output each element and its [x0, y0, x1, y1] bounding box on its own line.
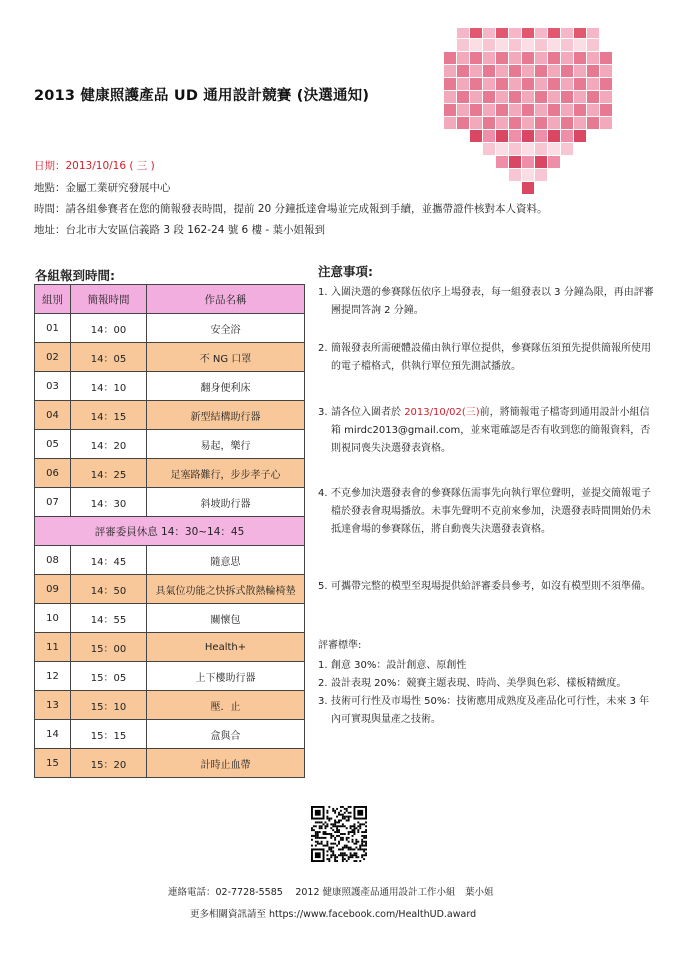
mosaic-tile: [600, 91, 612, 103]
mosaic-tile: [548, 65, 560, 77]
table-row: [35, 488, 305, 517]
mosaic-tile: [587, 91, 599, 103]
page-title: 2013 健康照護產品 UD 通用設計競賽 (決選通知): [34, 88, 370, 104]
header-time: 簡報時間: [71, 285, 147, 314]
cell-time: 15：10: [71, 691, 147, 720]
mosaic-tile: [444, 65, 456, 77]
cell-group: 02: [35, 343, 71, 372]
notes-heading: 注意事項:: [318, 264, 373, 279]
mosaic-tile: [496, 91, 508, 103]
cell-time: 14：15: [71, 401, 147, 430]
cell-name: 壓．止: [147, 691, 305, 720]
cell-name: 計時止血帶: [147, 749, 305, 778]
footer-contact: 連絡電話：02-7728-5585 2012 健康照護產品通用設計工作小組 葉小姐: [168, 887, 494, 898]
cell-group: 09: [35, 575, 71, 604]
table-row: [35, 604, 305, 633]
cell-name: 不 NG 口罩: [147, 343, 305, 372]
mosaic-tile: [548, 130, 560, 142]
criteria-section: [318, 637, 658, 729]
mosaic-tile: [457, 117, 469, 129]
mosaic-tile: [522, 169, 534, 181]
cell-time: 14：00: [71, 314, 147, 343]
mosaic-tile: [457, 104, 469, 116]
mosaic-tile: [483, 65, 495, 77]
cell-name: 新型結構助行器: [147, 401, 305, 430]
mosaic-tile: [587, 104, 599, 116]
table-row: [35, 343, 305, 372]
cell-time: 14：25: [71, 459, 147, 488]
mosaic-tile: [470, 65, 482, 77]
table-row: [35, 314, 305, 343]
mosaic-tile: [574, 65, 586, 77]
mosaic-tile: [509, 91, 521, 103]
cell-time: 15：00: [71, 633, 147, 662]
mosaic-tile: [444, 104, 456, 116]
mosaic-tile: [522, 91, 534, 103]
criteria-item: 3. 技術可行性及市場性 50%：技術應用成熟度及產品化可行性，未來 3 年內可實現與量產之技術。: [318, 696, 650, 725]
cell-group: 15: [35, 749, 71, 778]
mosaic-tile: [574, 78, 586, 90]
date-label: 日期：: [34, 160, 66, 172]
cell-name: 具氣位功能之快拆式散熱輪椅墊: [147, 575, 305, 604]
table-row: [35, 401, 305, 430]
cell-group: 12: [35, 662, 71, 691]
mosaic-tile: [483, 130, 495, 142]
mosaic-tile: [587, 39, 599, 51]
mosaic-tile: [600, 104, 612, 116]
table-row: [35, 459, 305, 488]
cell-name: Health+: [147, 633, 305, 662]
table-row: [35, 575, 305, 604]
cell-group: 08: [35, 546, 71, 575]
mosaic-tile: [561, 130, 573, 142]
mosaic-tile: [587, 65, 599, 77]
cell-name: 翻身便利床: [147, 372, 305, 401]
mosaic-tile: [483, 28, 495, 38]
mosaic-tile: [444, 117, 456, 129]
mosaic-tile: [457, 28, 469, 38]
mosaic-tile: [561, 52, 573, 64]
table-row: [35, 372, 305, 401]
mosaic-tile: [483, 117, 495, 129]
mosaic-tile: [548, 91, 560, 103]
break-row: [35, 517, 305, 546]
mosaic-tile: [483, 78, 495, 90]
mosaic-tile: [535, 52, 547, 64]
table-row: [35, 633, 305, 662]
break-label: 評審委員休息 14：30~14：45: [35, 517, 305, 546]
mosaic-tile: [509, 117, 521, 129]
note-item: 3. 請各位入圍者於 2013/10/02(三)前，將簡報電子檔寄到通用設計小組信箱 mirdc2013@gmail.com，並來電確認是否有收到您的簡報資料，否則視同喪失決選發表資格。: [318, 407, 651, 454]
mosaic-tile: [509, 28, 521, 38]
mosaic-tile: [522, 182, 534, 194]
mosaic-tile: [535, 65, 547, 77]
mosaic-tile: [535, 169, 547, 181]
mosaic-tile: [457, 78, 469, 90]
table-row: [35, 720, 305, 749]
mosaic-tile: [509, 156, 521, 168]
cell-group: 10: [35, 604, 71, 633]
mosaic-tile: [574, 28, 586, 38]
event-place: 地點：金屬工業研究發展中心: [34, 182, 171, 194]
mosaic-tile: [561, 117, 573, 129]
mosaic-tile: [574, 117, 586, 129]
mosaic-tile: [483, 52, 495, 64]
criteria-item: 2. 設計表現 20%：競賽主題表現、時尚、美學與色彩、樣板精緻度。: [318, 678, 627, 689]
mosaic-tile: [496, 78, 508, 90]
cell-group: 01: [35, 314, 71, 343]
event-address: 地址：台北市大安區信義路 3 段 162-24 號 6 樓 - 葉小姐報到: [34, 224, 326, 236]
table-row: [35, 546, 305, 575]
mosaic-tile: [522, 104, 534, 116]
cell-group: 11: [35, 633, 71, 662]
mosaic-tile: [522, 28, 534, 38]
mosaic-tile: [548, 39, 560, 51]
table-row: [35, 662, 305, 691]
mosaic-tile: [548, 52, 560, 64]
mosaic-tile: [470, 39, 482, 51]
cell-name: 易起，樂行: [147, 430, 305, 459]
mosaic-tile: [496, 52, 508, 64]
mosaic-tile: [600, 117, 612, 129]
mosaic-tile: [496, 104, 508, 116]
mosaic-tile: [535, 91, 547, 103]
mosaic-tile: [522, 52, 534, 64]
cell-group: 07: [35, 488, 71, 517]
mosaic-tile: [561, 65, 573, 77]
mosaic-tile: [457, 91, 469, 103]
mosaic-tile: [548, 78, 560, 90]
mosaic-tile: [535, 117, 547, 129]
schedule-table: [34, 284, 305, 778]
mosaic-tile: [535, 28, 547, 38]
mosaic-tile: [457, 65, 469, 77]
mosaic-tile: [483, 39, 495, 51]
mosaic-tile: [496, 117, 508, 129]
mosaic-tile: [444, 52, 456, 64]
cell-time: 15：15: [71, 720, 147, 749]
cell-name: 足塞路難行，步步孝子心: [147, 459, 305, 488]
mosaic-tile: [561, 143, 573, 155]
mosaic-tile: [483, 91, 495, 103]
cell-time: 14：50: [71, 575, 147, 604]
mosaic-tile: [535, 143, 547, 155]
cell-group: 04: [35, 401, 71, 430]
mosaic-tile: [457, 39, 469, 51]
mosaic-tile: [509, 143, 521, 155]
mosaic-tile: [509, 39, 521, 51]
cell-group: 03: [35, 372, 71, 401]
mosaic-tile: [496, 156, 508, 168]
cell-group: 05: [35, 430, 71, 459]
mosaic-tile: [561, 78, 573, 90]
mosaic-tile: [574, 130, 586, 142]
cell-time: 14：45: [71, 546, 147, 575]
cell-time: 14：55: [71, 604, 147, 633]
heart-mosaic-logo: [430, 28, 626, 204]
criteria-item: 1. 創意 30%：設計創意、原創性: [318, 660, 467, 671]
mosaic-tile: [561, 28, 573, 38]
note-item: 1. 入圍決選的參賽隊伍依序上場發表，每一組發表以 3 分鐘為限，再由評審團提問答詢 2 分鐘。: [318, 287, 654, 316]
date-value: 2013/10/16 ( 三 ): [65, 160, 155, 172]
mosaic-tile: [574, 39, 586, 51]
mosaic-tile: [535, 130, 547, 142]
note-item: 2. 簡報發表所需硬體設備由執行單位提供，參賽隊伍須預先提供簡報所使用的電子檔格式，供執行單位預先測試播放。: [318, 343, 651, 372]
mosaic-tile: [600, 78, 612, 90]
mosaic-tile: [470, 78, 482, 90]
event-date: [34, 158, 155, 173]
mosaic-tile: [561, 91, 573, 103]
footer-link[interactable]: 更多相關資訊請至 https://www.facebook.com/HealthUD.award: [190, 909, 477, 920]
mosaic-tile: [522, 78, 534, 90]
mosaic-tile: [574, 91, 586, 103]
table-row: [35, 430, 305, 459]
mosaic-tile: [444, 78, 456, 90]
mosaic-tile: [470, 104, 482, 116]
mosaic-tile: [535, 78, 547, 90]
mosaic-tile: [457, 52, 469, 64]
cell-name: 上下樓助行器: [147, 662, 305, 691]
mosaic-tile: [496, 130, 508, 142]
cell-time: 14：20: [71, 430, 147, 459]
mosaic-tile: [574, 104, 586, 116]
qr-code[interactable]: [311, 806, 367, 862]
mosaic-tile: [496, 65, 508, 77]
mosaic-tile: [522, 39, 534, 51]
mosaic-tile: [535, 39, 547, 51]
cell-time: 15：05: [71, 662, 147, 691]
cell-name: 盒與合: [147, 720, 305, 749]
schedule-heading: 各組報到時間:: [35, 268, 115, 283]
cell-time: 14：10: [71, 372, 147, 401]
mosaic-tile: [483, 143, 495, 155]
cell-group: 06: [35, 459, 71, 488]
cell-group: 14: [35, 720, 71, 749]
mosaic-tile: [522, 143, 534, 155]
table-header-row: [35, 285, 305, 314]
cell-name: 斜坡助行器: [147, 488, 305, 517]
mosaic-tile: [522, 65, 534, 77]
mosaic-tile: [470, 91, 482, 103]
mosaic-tile: [509, 52, 521, 64]
mosaic-tile: [587, 117, 599, 129]
cell-name: 關懷包: [147, 604, 305, 633]
header-group: 組別: [35, 285, 71, 314]
mosaic-tile: [548, 28, 560, 38]
cell-group: 13: [35, 691, 71, 720]
mosaic-tile: [548, 156, 560, 168]
mosaic-tile: [574, 52, 586, 64]
mosaic-tile: [535, 156, 547, 168]
mosaic-tile: [470, 117, 482, 129]
mosaic-tile: [496, 39, 508, 51]
note-item: 5. 可攜帶完整的模型至現場提供給評審委員參考，如沒有模型則不須準備。: [318, 581, 651, 592]
mosaic-tile: [535, 104, 547, 116]
cell-time: 15：20: [71, 749, 147, 778]
mosaic-tile: [496, 143, 508, 155]
mosaic-tile: [548, 143, 560, 155]
mosaic-tile: [509, 78, 521, 90]
header-work: 作品名稱: [147, 285, 305, 314]
notes-list: [318, 284, 658, 618]
cell-time: 14：05: [71, 343, 147, 372]
mosaic-tile: [509, 104, 521, 116]
criteria-heading: 評審標準:: [318, 640, 362, 651]
mosaic-tile: [444, 91, 456, 103]
mosaic-tile: [470, 28, 482, 38]
mosaic-tile: [587, 78, 599, 90]
mosaic-tile: [509, 130, 521, 142]
mosaic-tile: [600, 52, 612, 64]
mosaic-tile: [509, 169, 521, 181]
note-item: 4. 不克參加決選發表會的參賽隊伍需事先向執行單位聲明，並提交簡報電子檔於發表會現場播放。未事先聲明不克前來參加，決選發表時間開始仍未抵達會場的參賽隊伍，將自動喪失決選發表資格。: [318, 488, 651, 535]
mosaic-tile: [470, 52, 482, 64]
mosaic-tile: [561, 104, 573, 116]
mosaic-tile: [561, 39, 573, 51]
cell-name: 隨意思: [147, 546, 305, 575]
mosaic-tile: [600, 65, 612, 77]
table-row: [35, 749, 305, 778]
mosaic-tile: [522, 117, 534, 129]
mosaic-tile: [483, 104, 495, 116]
mosaic-tile: [548, 117, 560, 129]
mosaic-tile: [522, 130, 534, 142]
mosaic-tile: [587, 28, 599, 38]
table-row: [35, 691, 305, 720]
mosaic-tile: [522, 156, 534, 168]
mosaic-tile: [496, 28, 508, 38]
mosaic-tile: [509, 65, 521, 77]
cell-time: 14：30: [71, 488, 147, 517]
cell-name: 安全浴: [147, 314, 305, 343]
mosaic-tile: [587, 52, 599, 64]
event-time: 時間：請各組參賽者在您的簡報發表時間，提前 20 分鐘抵達會場並完成報到手續，並攜帶證件核對本人資料。: [34, 203, 548, 215]
mosaic-tile: [548, 104, 560, 116]
mosaic-tile: [470, 130, 482, 142]
